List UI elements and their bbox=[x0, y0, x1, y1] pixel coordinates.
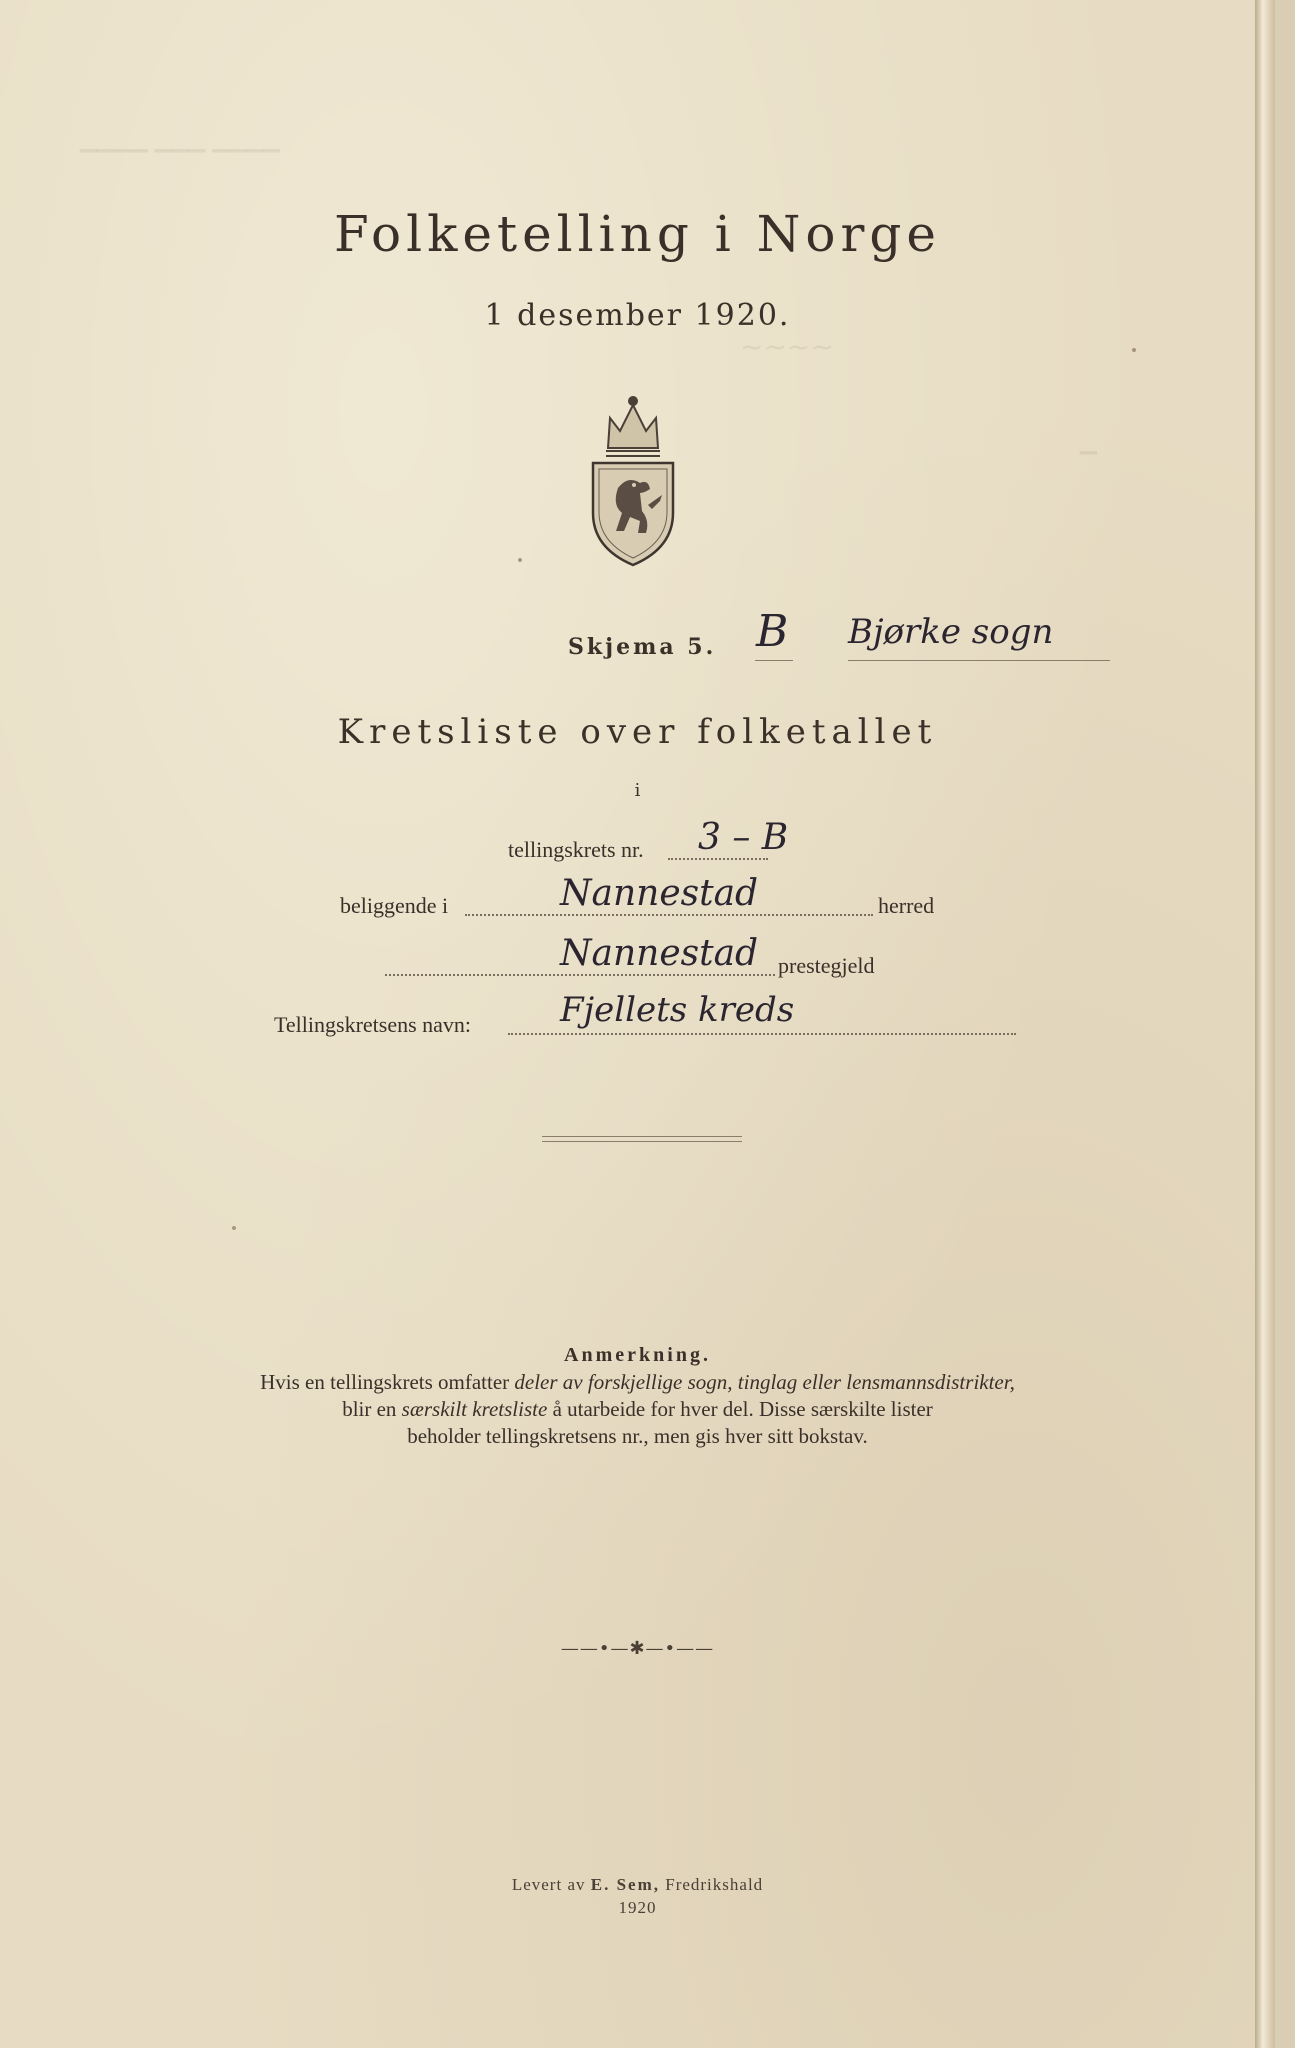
paper-speck bbox=[1132, 348, 1136, 352]
district-name-label: Tellingskretsens navn: bbox=[274, 1012, 472, 1037]
schema-label: Skjema 5. bbox=[568, 634, 717, 660]
prestegjeld-dotted-line bbox=[385, 974, 775, 976]
herred-handwritten: Nannestad bbox=[560, 873, 759, 914]
schema-letter-underline bbox=[755, 660, 793, 661]
printer-line bbox=[0, 1873, 1275, 1896]
sogn-handwritten: Bjørke sogn bbox=[848, 612, 1054, 652]
annotation-note bbox=[0, 1342, 1275, 1450]
census-date: 1 desember 1920. bbox=[484, 298, 791, 333]
herred-dotted-line bbox=[465, 914, 873, 916]
printer-place: Fredrikshald bbox=[659, 1875, 764, 1894]
norwegian-lion-coat-of-arms-icon bbox=[588, 393, 678, 568]
printer-imprint bbox=[0, 1873, 1275, 1919]
prestegjeld-label: prestegjeld bbox=[778, 953, 875, 978]
beliggende-label: beliggende i bbox=[340, 893, 449, 918]
paper-edge bbox=[1255, 0, 1275, 2048]
district-number-dotted-line bbox=[668, 858, 768, 860]
schema-letter-handwritten: B bbox=[756, 606, 789, 657]
district-number-handwritten: 3 – B bbox=[698, 817, 789, 858]
page-title: Folketelling i Norge bbox=[334, 205, 941, 263]
connector-word: i bbox=[634, 780, 641, 801]
note-line-2 bbox=[0, 1396, 1275, 1423]
paper-speck bbox=[232, 1226, 236, 1230]
note-line-1 bbox=[0, 1369, 1275, 1396]
bleed-through-text: ▁ bbox=[1080, 430, 1097, 455]
district-number-label: tellingskrets nr. bbox=[508, 837, 644, 862]
note-line-1-italic: deler av forskjellige sogn, tinglag eller lensmannsdistrikter, bbox=[514, 1370, 1015, 1394]
note-line-2-text-end: å utarbeide for hver del. Disse særskilte lister bbox=[547, 1397, 933, 1421]
note-line-1-text: Hvis en tellingskrets omfatter bbox=[260, 1370, 515, 1394]
divider-rule bbox=[542, 1141, 742, 1142]
paper-speck bbox=[518, 558, 522, 562]
printer-name: E. Sem, bbox=[590, 1875, 660, 1894]
herred-label: herred bbox=[878, 893, 935, 918]
note-line-3: beholder tellingskretsens nr., men gis hver sitt bokstav. bbox=[407, 1424, 868, 1448]
printer-year: 1920 bbox=[618, 1898, 657, 1917]
note-line-2-italic: særskilt kretsliste bbox=[401, 1397, 548, 1421]
ornament-divider: ——•—✱—•—— bbox=[560, 1638, 715, 1659]
district-name-dotted-line bbox=[508, 1033, 1016, 1035]
note-heading: Anmerkning. bbox=[564, 1344, 711, 1366]
prestegjeld-handwritten: Nannestad bbox=[560, 933, 759, 974]
district-name-handwritten: Fjellets kreds bbox=[560, 990, 795, 1030]
bleed-through-text: ~~~~ bbox=[740, 330, 834, 363]
sogn-underline bbox=[848, 660, 1110, 661]
note-line-2-text: blir en bbox=[342, 1397, 402, 1421]
divider-rule bbox=[542, 1136, 742, 1137]
bleed-through-text: ▁▁▁▁ ▁▁▁ ▁▁▁▁ bbox=[80, 128, 281, 153]
printer-prefix: Levert av bbox=[511, 1875, 591, 1894]
form-heading: Kretsliste over folketallet bbox=[337, 712, 938, 752]
